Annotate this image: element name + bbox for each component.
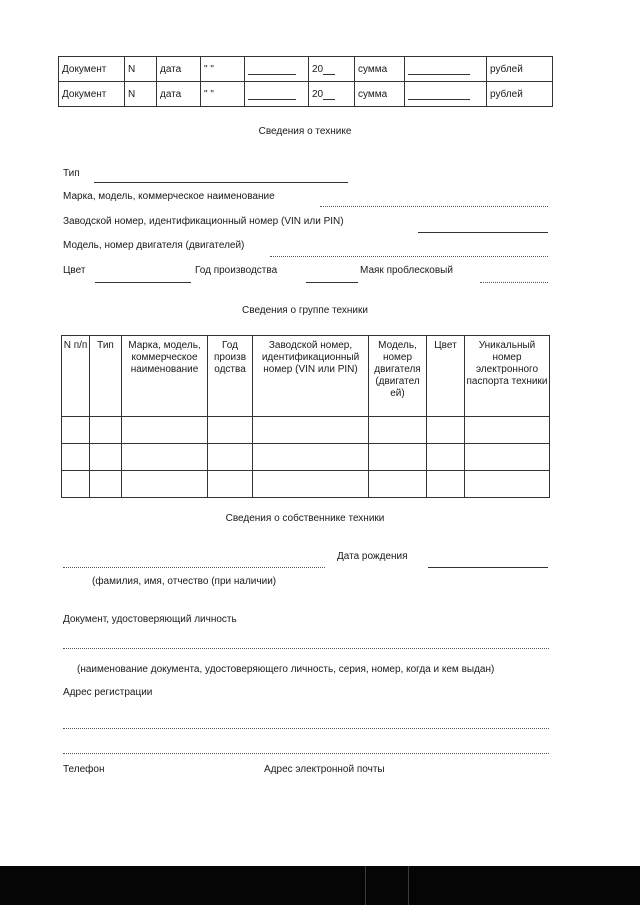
col-serial: Заводской номер, идентификационный номер (VIN или PIN) [253, 336, 369, 417]
group-table [61, 335, 550, 498]
table-cell[interactable] [208, 471, 253, 498]
table-cell[interactable] [208, 417, 253, 444]
id-document-label: Документ, удостоверяющий личность [63, 614, 237, 625]
table-cell[interactable] [62, 417, 90, 444]
tech-heading: Сведения о технике [258, 126, 352, 137]
group-heading: Сведения о группе техники [242, 305, 368, 316]
engine-label: Модель, номер двигателя (двигателей) [63, 240, 245, 251]
date-label: дата [157, 57, 201, 82]
beacon-label: Маяк проблесковый [360, 265, 453, 276]
currency-label: рублей [487, 57, 553, 82]
sum-field[interactable] [405, 57, 487, 82]
table-cell[interactable] [122, 444, 208, 471]
col-engine: Модель, номер двигателя (двигател ей) [369, 336, 427, 417]
col-type: Тип [90, 336, 122, 417]
table-cell[interactable] [62, 444, 90, 471]
table-cell[interactable] [90, 417, 122, 444]
table-cell[interactable] [253, 471, 369, 498]
address-field-line-1[interactable] [63, 728, 549, 729]
month-field[interactable] [245, 57, 309, 82]
sum-label: сумма [355, 57, 405, 82]
col-passport: Уникальный номер электронного паспорта техники [465, 336, 550, 417]
number-label: N [125, 82, 157, 107]
id-document-field[interactable] [63, 648, 549, 649]
table-row [62, 471, 550, 498]
address-label: Адрес регистрации [63, 687, 153, 698]
col-number: N п/п [62, 336, 90, 417]
day-quotes: " " [204, 88, 214, 100]
table-cell[interactable] [465, 471, 550, 498]
day-quotes: " " [204, 63, 214, 75]
type-field[interactable] [94, 182, 348, 183]
col-brand: Марка, модель, коммерческое наименование [122, 336, 208, 417]
table-row [62, 444, 550, 471]
table-cell[interactable] [90, 444, 122, 471]
group-header-row [62, 336, 550, 417]
month-field[interactable] [245, 82, 309, 107]
table-row [62, 417, 550, 444]
table-cell[interactable] [427, 471, 465, 498]
table-cell[interactable] [465, 444, 550, 471]
brand-label: Марка, модель, коммерческое наименование [63, 191, 275, 202]
currency-label: рублей [487, 82, 553, 107]
color-label: Цвет [63, 265, 86, 276]
name-hint: (фамилия, имя, отчество (при наличии) [92, 576, 277, 587]
email-label: Адрес электронной почты [264, 764, 385, 775]
year-prefix: 20 [312, 63, 324, 75]
payment-table [58, 56, 553, 107]
col-year: Год произв одства [208, 336, 253, 417]
sum-label: сумма [355, 82, 405, 107]
table-cell[interactable] [122, 417, 208, 444]
table-cell[interactable] [427, 417, 465, 444]
owner-name-field[interactable] [63, 567, 325, 568]
table-cell[interactable] [253, 444, 369, 471]
owner-heading: Сведения о собственнике техники [225, 513, 385, 524]
scan-edge-bar [0, 866, 640, 905]
payment-row [59, 57, 553, 82]
id-document-hint: (наименование документа, удостоверяющего личность, серия, номер, когда и кем выдан) [77, 664, 495, 675]
year-prefix: 20 [312, 88, 324, 100]
engine-field[interactable] [270, 256, 548, 257]
number-label: N [125, 57, 157, 82]
day-field[interactable] [201, 57, 245, 82]
birth-date-field[interactable] [428, 567, 548, 568]
type-label: Тип [63, 168, 80, 179]
sum-field[interactable] [405, 82, 487, 107]
serial-label: Заводской номер, идентификационный номер (VIN или PIN) [63, 216, 344, 227]
table-cell[interactable] [62, 471, 90, 498]
table-cell[interactable] [253, 417, 369, 444]
table-cell[interactable] [369, 444, 427, 471]
document-label: Документ [59, 57, 125, 82]
table-cell[interactable] [90, 471, 122, 498]
document-label: Документ [59, 82, 125, 107]
beacon-field[interactable] [480, 282, 548, 283]
birth-label: Дата рождения [337, 551, 408, 562]
table-cell[interactable] [369, 471, 427, 498]
color-field[interactable] [95, 282, 191, 283]
table-cell[interactable] [427, 444, 465, 471]
year-field[interactable] [309, 82, 355, 107]
year-label: Год производства [195, 265, 278, 276]
phone-label: Телефон [63, 764, 105, 775]
table-cell[interactable] [208, 444, 253, 471]
payment-row [59, 82, 553, 107]
year-field[interactable] [309, 57, 355, 82]
day-field[interactable] [201, 82, 245, 107]
date-label: дата [157, 82, 201, 107]
brand-field[interactable] [320, 206, 548, 207]
col-color: Цвет [427, 336, 465, 417]
table-cell[interactable] [122, 471, 208, 498]
serial-field[interactable] [418, 232, 548, 233]
production-year-field[interactable] [306, 282, 358, 283]
table-cell[interactable] [369, 417, 427, 444]
address-field-line-2[interactable] [63, 753, 549, 754]
table-cell[interactable] [465, 417, 550, 444]
